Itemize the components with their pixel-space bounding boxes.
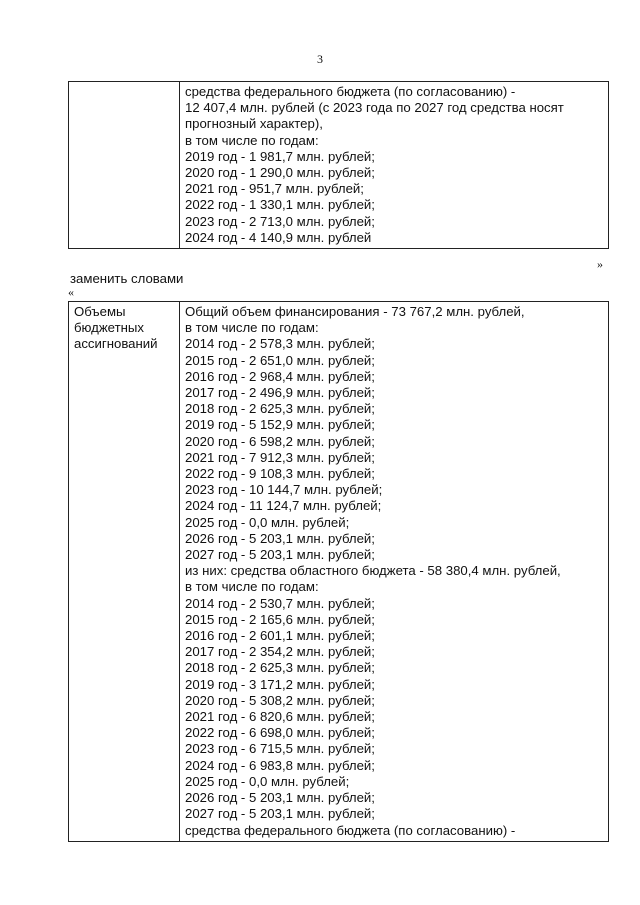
text-line: 2022 год - 9 108,3 млн. рублей; bbox=[185, 466, 375, 482]
text-line: 2022 год - 1 330,1 млн. рублей; bbox=[185, 197, 375, 213]
text-line: 2014 год - 2 530,7 млн. рублей; bbox=[185, 595, 375, 611]
continuation-table bbox=[68, 81, 609, 249]
text-line: 2024 год - 4 140,9 млн. рублей bbox=[185, 229, 372, 245]
text-line: 2018 год - 2 625,3 млн. рублей; bbox=[185, 401, 375, 417]
text-line: 2015 год - 2 165,6 млн. рублей; bbox=[185, 611, 375, 627]
text-line: 2019 год - 5 152,9 млн. рублей; bbox=[185, 417, 375, 433]
text-line: 2014 год - 2 578,3 млн. рублей; bbox=[185, 336, 375, 352]
text-line: 2025 год - 0,0 млн. рублей; bbox=[185, 773, 350, 789]
text-line: 2016 год - 2 968,4 млн. рублей; bbox=[185, 368, 375, 384]
label-line: Объемы bbox=[74, 304, 126, 319]
text-line: 2024 год - 6 983,8 млн. рублей; bbox=[185, 757, 375, 773]
table-cell-content bbox=[180, 82, 609, 249]
text-line: 2017 год - 2 496,9 млн. рублей; bbox=[185, 385, 375, 401]
text-line: 2020 год - 1 290,0 млн. рублей; bbox=[185, 165, 375, 181]
budget-table bbox=[68, 301, 609, 842]
table-cell-label bbox=[69, 302, 180, 842]
text-line: в том числе по годам: bbox=[185, 132, 319, 148]
text-line: 2019 год - 1 981,7 млн. рублей; bbox=[185, 148, 375, 164]
page-number: 3 bbox=[317, 52, 323, 66]
text-line: из них: средства областного бюджета - 58 380,4 млн. рублей, bbox=[185, 563, 561, 579]
text-line: 2021 год - 7 912,3 млн. рублей; bbox=[185, 449, 375, 465]
text-line: прогнозный характер), bbox=[185, 116, 323, 132]
text-line: 2023 год - 10 144,7 млн. рублей; bbox=[185, 482, 383, 498]
text-line: 2026 год - 5 203,1 млн. рублей; bbox=[185, 790, 375, 806]
text-line: 2020 год - 6 598,2 млн. рублей; bbox=[185, 433, 375, 449]
table-row bbox=[69, 82, 609, 249]
text-line: 2015 год - 2 651,0 млн. рублей; bbox=[185, 352, 375, 368]
table-cell-content bbox=[180, 302, 609, 842]
text-line: 2023 год - 6 715,5 млн. рублей; bbox=[185, 741, 375, 757]
text-line: 2023 год - 2 713,0 млн. рублей; bbox=[185, 213, 375, 229]
table-row bbox=[69, 302, 609, 842]
text-line: средства федерального бюджета (по согласованию) - bbox=[185, 822, 516, 838]
text-line: средства федерального бюджета (по согласованию) - bbox=[185, 84, 516, 99]
text-line: 2019 год - 3 171,2 млн. рублей; bbox=[185, 676, 375, 692]
text-line: 2026 год - 5 203,1 млн. рублей; bbox=[185, 530, 375, 546]
label-line: ассигнований bbox=[74, 336, 158, 352]
text-line: 2017 год - 2 354,2 млн. рублей; bbox=[185, 644, 375, 660]
closing-quote: » bbox=[597, 257, 603, 271]
text-line: 12 407,4 млн. рублей (с 2023 года по 2027 год средства носят bbox=[185, 100, 564, 116]
text-line: 2027 год - 5 203,1 млн. рублей; bbox=[185, 547, 375, 563]
text-line: 2018 год - 2 625,3 млн. рублей; bbox=[185, 660, 375, 676]
label-line: бюджетных bbox=[74, 320, 144, 336]
text-line: 2025 год - 0,0 млн. рублей; bbox=[185, 514, 350, 530]
text-line: в том числе по годам: bbox=[185, 320, 319, 336]
text-line: 2021 год - 6 820,6 млн. рублей; bbox=[185, 709, 375, 725]
text-line: 2016 год - 2 601,1 млн. рублей; bbox=[185, 628, 375, 644]
text-line: 2022 год - 6 698,0 млн. рублей; bbox=[185, 725, 375, 741]
text-line: в том числе по годам: bbox=[185, 579, 319, 595]
text-line: Общий объем финансирования - 73 767,2 млн. рублей, bbox=[185, 304, 525, 319]
text-line: 2021 год - 951,7 млн. рублей; bbox=[185, 181, 364, 197]
text-line: 2024 год - 11 124,7 млн. рублей; bbox=[185, 498, 382, 514]
text-line: 2020 год - 5 308,2 млн. рублей; bbox=[185, 692, 375, 708]
table-cell-label bbox=[69, 82, 180, 249]
opening-quote: « bbox=[68, 285, 74, 299]
text-line: 2027 год - 5 203,1 млн. рублей; bbox=[185, 806, 375, 822]
replace-instruction: заменить словами bbox=[70, 271, 184, 286]
